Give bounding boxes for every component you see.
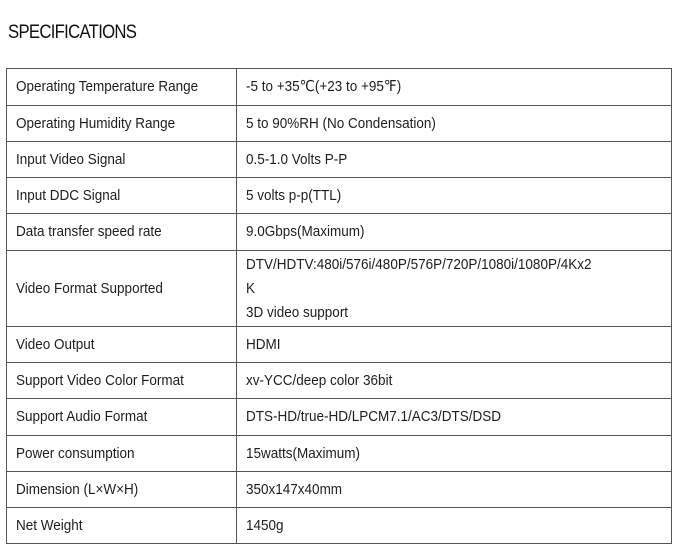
table-row	[7, 472, 672, 508]
spec-value-cell	[237, 508, 672, 544]
spec-value-line: 3D video support	[246, 303, 349, 321]
spec-label: Input Video Signal	[16, 150, 126, 168]
spec-label: Input DDC Signal	[16, 186, 121, 204]
spec-value: 5 volts p-p(TTL)	[246, 186, 342, 204]
spec-label-cell	[7, 472, 237, 508]
table-row	[7, 69, 672, 106]
spec-value-cell	[237, 363, 672, 399]
spec-value: HDMI	[246, 335, 281, 353]
spec-value-cell	[237, 399, 672, 436]
spec-label: Video Format Supported	[16, 279, 163, 297]
spec-label: Operating Temperature Range	[16, 78, 199, 95]
spec-value: 5 to 90%RH (No Condensation)	[246, 114, 436, 132]
table-row	[7, 327, 672, 363]
table-row	[7, 106, 672, 142]
spec-value: 350x147x40mm	[246, 480, 343, 498]
spec-label-cell	[7, 436, 237, 472]
spec-value: 9.0Gbps(Maximum)	[246, 223, 365, 240]
spec-label-cell	[7, 142, 237, 178]
spec-value-cell	[237, 142, 672, 178]
spec-label-cell	[7, 251, 237, 327]
spec-value: DTS-HD/true-HD/LPCM7.1/AC3/DTS/DSD	[246, 408, 502, 425]
spec-label-cell	[7, 327, 237, 363]
spec-value-cell	[237, 436, 672, 472]
spec-label: Net Weight	[16, 516, 83, 534]
spec-value-cell	[237, 251, 672, 327]
spec-label: Support Audio Format	[16, 408, 148, 425]
spec-value-cell	[237, 178, 672, 214]
spec-value-cell	[237, 327, 672, 363]
spec-value: xv-YCC/deep color 36bit	[246, 371, 393, 389]
spec-label: Support Video Color Format	[16, 371, 184, 389]
spec-label: Data transfer speed rate	[16, 223, 162, 240]
table-row	[7, 363, 672, 399]
spec-label: Video Output	[16, 335, 95, 353]
table-row	[7, 251, 672, 327]
spec-value: -5 to +35℃(+23 to +95℉)	[246, 78, 402, 95]
specifications-table	[6, 68, 672, 544]
page-title: SPECIFICATIONS	[8, 22, 137, 43]
spec-label-cell	[7, 363, 237, 399]
spec-value-cell	[237, 106, 672, 142]
spec-label: Power consumption	[16, 444, 135, 462]
table-row	[7, 436, 672, 472]
spec-value-cell	[237, 69, 672, 106]
spec-value-line: DTV/HDTV:480i/576i/480P/576P/720P/1080i/1080P/4Kx2	[246, 255, 592, 273]
spec-label: Dimension (L×W×H)	[16, 480, 139, 498]
spec-value-cell	[237, 472, 672, 508]
table-row	[7, 178, 672, 214]
spec-value-line: K	[246, 279, 256, 297]
spec-value: 1450g	[246, 516, 284, 534]
table-row	[7, 508, 672, 544]
spec-label-cell	[7, 508, 237, 544]
table-row	[7, 214, 672, 251]
spec-value: 15watts(Maximum)	[246, 444, 361, 462]
spec-value-cell	[237, 214, 672, 251]
spec-label-cell	[7, 178, 237, 214]
spec-label-cell	[7, 106, 237, 142]
spec-label-cell	[7, 399, 237, 436]
spec-label-cell	[7, 214, 237, 251]
spec-label: Operating Humidity Range	[16, 114, 176, 132]
table-row	[7, 399, 672, 436]
table-row	[7, 142, 672, 178]
spec-value: 0.5-1.0 Volts P-P	[246, 150, 348, 168]
spec-label-cell	[7, 69, 237, 106]
